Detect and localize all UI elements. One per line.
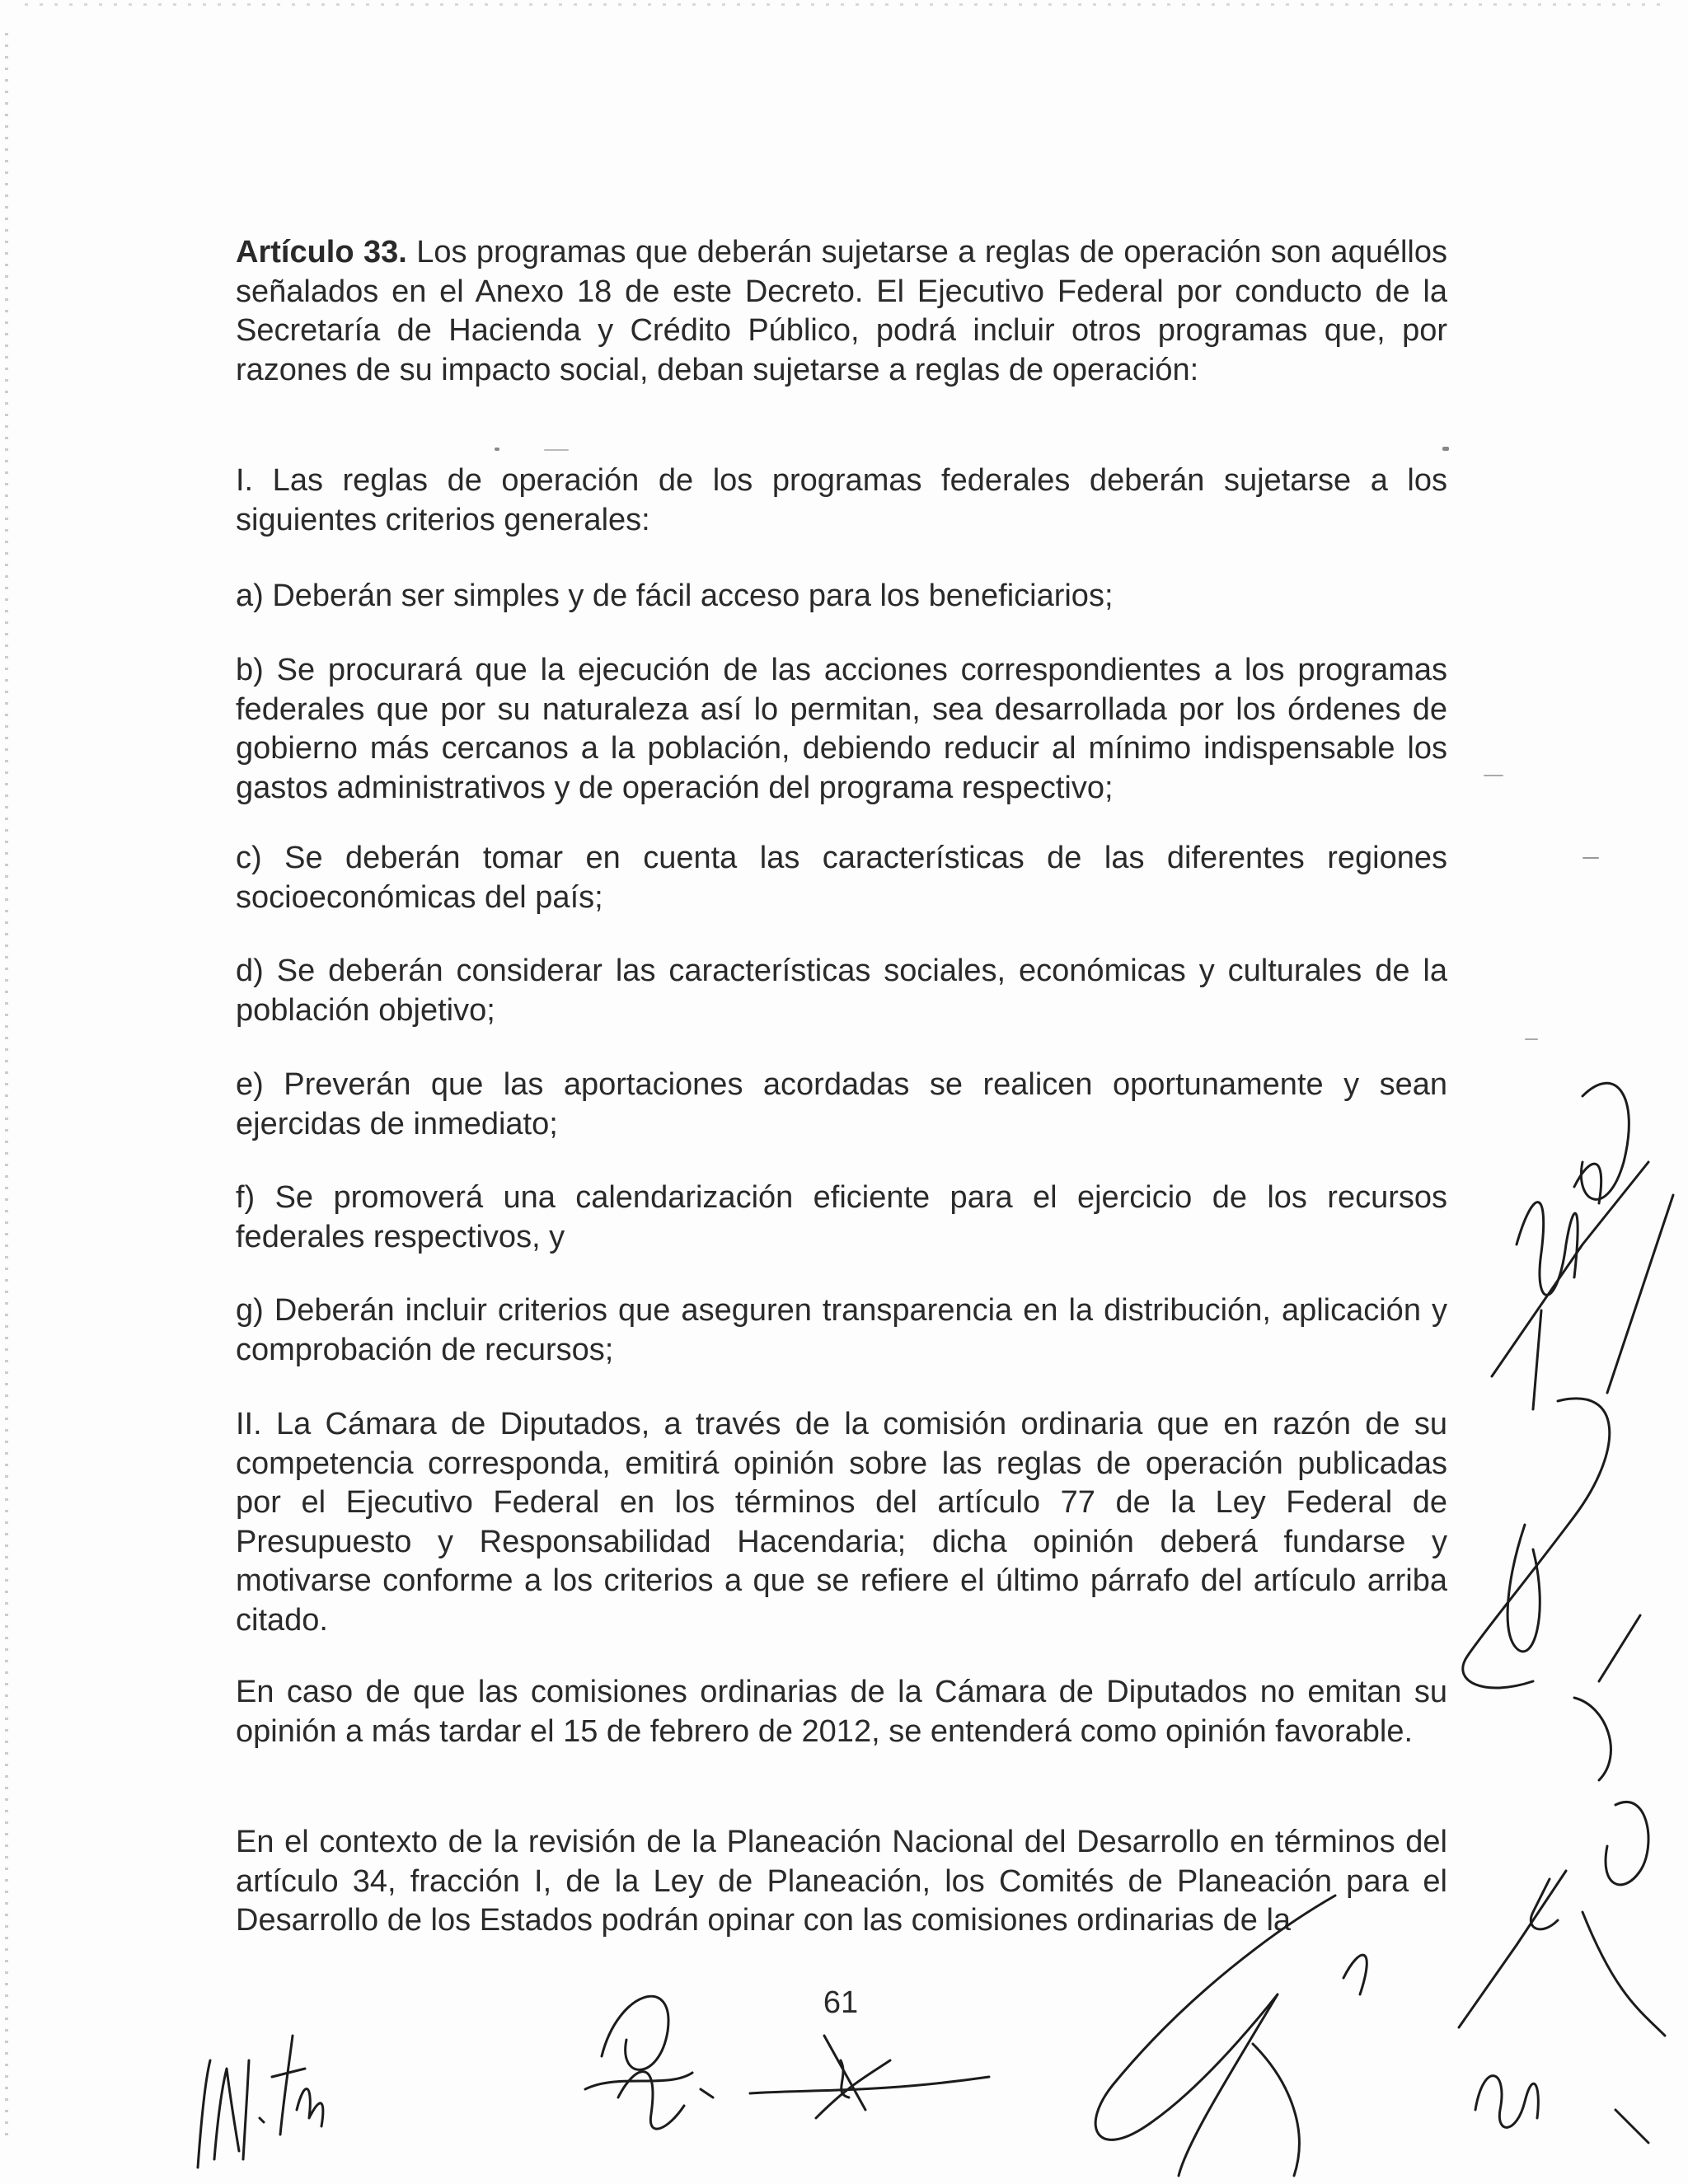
signature-bottom-left	[181, 2011, 346, 2176]
item-e: e) Preverán que las aportaciones acordadas se realicen oportunamente y sean ejercidas de inmediato;	[236, 1067, 1447, 1141]
article-label: Artículo 33.	[236, 235, 407, 269]
item-g: g) Deberán incluir criterios que aseguren transparencia en la distribución, aplicación y comprobación de recursos;	[236, 1293, 1447, 1367]
scan-speck	[1582, 857, 1599, 859]
item-c: c) Se deberán tomar en cuenta las características de las diferentes regiones socioeconómicas del país;	[236, 841, 1447, 915]
scan-speck	[544, 449, 569, 451]
signature-right-middle	[1434, 1385, 1681, 1731]
scan-edge-dots-top	[25, 3, 1665, 6]
paragraph-case: En caso de que las comisiones ordinarias de la Cámara de Diputados no emitan su opinión a más tardar el 15 de febrero de 2012, se entenderá como opinión favorable.	[236, 1675, 1447, 1749]
scan-speck	[1484, 775, 1503, 776]
scan-speck	[1442, 447, 1449, 451]
page-number: 61	[823, 1985, 859, 2020]
item-d: d) Se deberán considerar las características sociales, económicas y culturales de la población objetivo;	[236, 954, 1447, 1028]
fraction-ii: II. La Cámara de Diputados, a través de la comisión ordinaria que en razón de su competencia corresponda, emitirá opinión sobre las reglas de operación publicadas por el Ejecutivo Federal en los términos del artículo 77 de la Ley Federal de Presupuesto y Responsabilidad Hacendaria; dicha opinión deberá fundarse y motivarse conforme a los criterios a que se refiere el último párrafo del artículo arriba citado.	[236, 1407, 1447, 1638]
item-f: f) Se promoverá una calendarización eficiente para el ejercicio de los recursos federales respectivos, y	[236, 1180, 1447, 1254]
article-33-intro	[236, 233, 1447, 390]
signature-right-bottom	[1451, 1681, 1681, 2143]
signature-right-top	[1484, 1063, 1681, 1409]
fraction-i: I. Las reglas de operación de los programas federales deberán sujetarse a los siguientes criterios generales:	[236, 463, 1447, 537]
paragraph-context: En el contexto de la revisión de la Planeación Nacional del Desarrollo en términos del artículo 34, fracción I, de la Ley de Planeación, los Comités de Planeación para el Desarrollo de los Estados podrán opinar con las comisiones ordinarias de la	[236, 1825, 1447, 1938]
item-a: a) Deberán ser simples y de fácil acceso para los beneficiarios;	[236, 579, 1114, 613]
article-intro-text: Los programas que deberán sujetarse a reglas de operación son aquéllos señalados en el Anexo 18 de este Decreto. El Ejecutivo Federal por conducto de la Secretaría de Hacienda y Crédito Público, podrá incluir otros programas que, por razones de su impacto social, deban sujetarse a reglas de operación:	[236, 235, 1447, 387]
signature-bottom-center-left	[569, 1966, 750, 2147]
scan-speck	[1525, 1038, 1538, 1040]
scan-edge-dots-left	[5, 33, 8, 2143]
scan-speck	[495, 448, 499, 451]
signature-bottom-right	[1063, 1879, 1409, 2184]
item-b: b) Se procurará que la ejecución de las acciones correspondientes a los programas federales que por su naturaleza así lo permitan, sea desarrollada por los órdenes de gobierno más cercanos a la población, debiendo reducir al mínimo indispensable los gastos administrativos y de operación del programa respectivo;	[236, 653, 1447, 805]
signature-bottom-center	[742, 2027, 1022, 2143]
